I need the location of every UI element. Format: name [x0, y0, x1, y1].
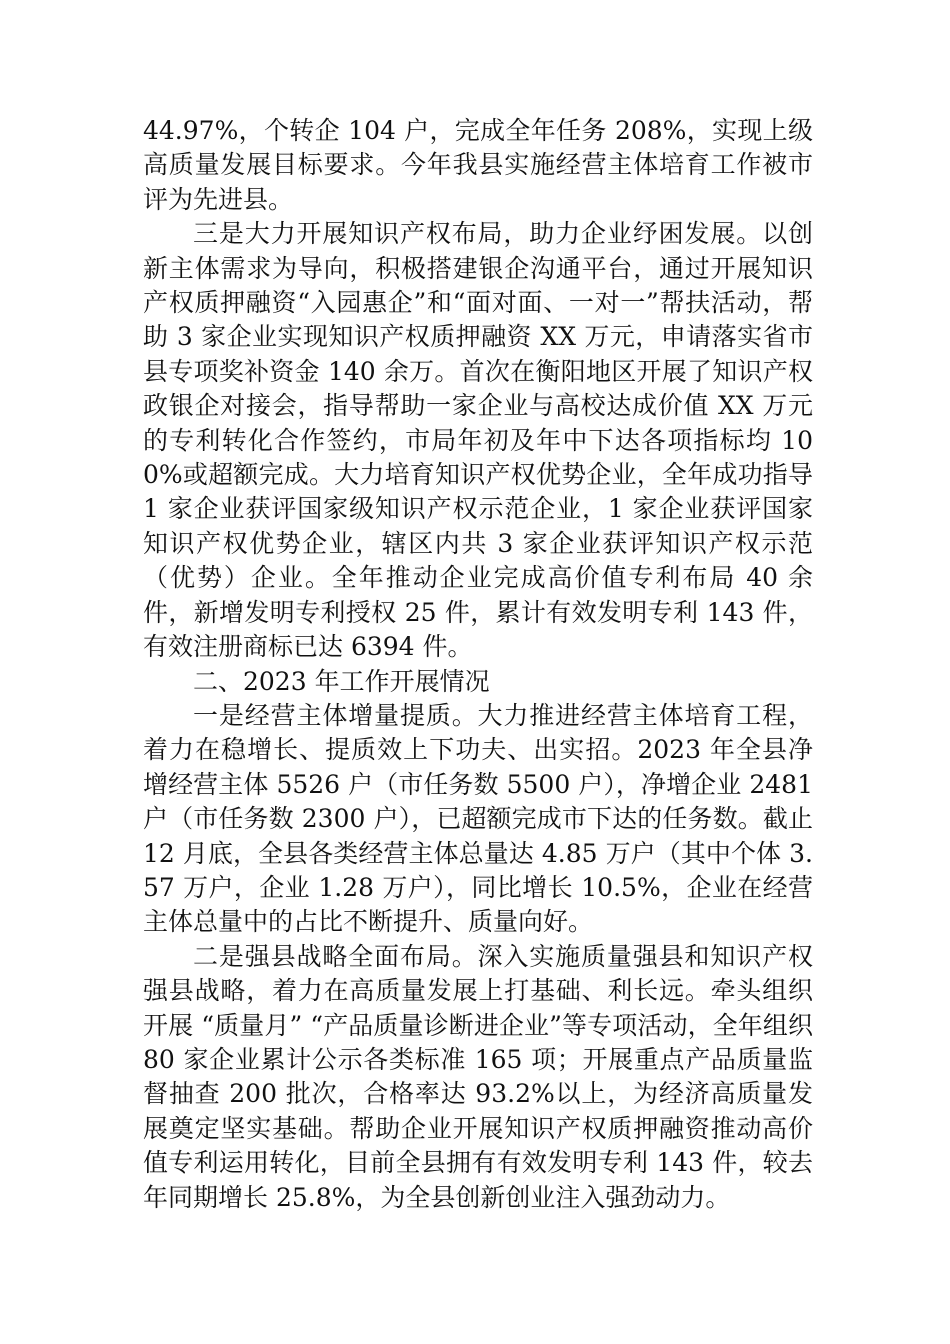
section-heading-2023: 二、2023 年工作开展情况: [193, 666, 490, 696]
paragraph-business-growth: 一是经营主体增量提质。大力推进经营主体培育工程，着力在稳增长、提质效上下功夫、出实招。2023 年全县净增经营主体 5526 户（市任务数 5500 户），净增企业 2481 户（市任务数 2300 户），已超额完成市下达的任务数。截止 12 月底，全县各类经营主体总量达 4.85 万户（其中个体 3.57 万户，企业 1.28 万户），同比增长 10.5%，企业在经营主体总量中的占比不断提升、质量向好。: [143, 700, 813, 937]
document-body: [143, 114, 813, 1215]
paragraph-continuation: 44.97%，个转企 104 户，完成全年任务 208%，实现上级高质量发展目标要求。今年我县实施经营主体培育工作被市评为先进县。: [143, 116, 813, 214]
paragraph-intellectual-property: 三是大力开展知识产权布局，助力企业纾困发展。以创新主体需求为导向，积极搭建银企沟通平台，通过开展知识产权质押融资“入园惠企”和“面对面、一对一”帮扶活动，帮助 3 家企业实现知识产权质押融资 XX 万元，申请落实省市县专项奖补资金 140 余万。首次在衡阳地区开展了知识产权政银企对接会，指导帮助一家企业与高校达成价值 XX 万元的专利转化合作签约，市局年初及年中下达各项指标均 100%或超额完成。大力培育知识产权优势企业，全年成功指导 1 家企业获评国家级知识产权示范企业，1 家企业获评国家知识产权优势企业，辖区内共 3 家企业获评知识产权示范（优势）企业。全年推动企业完成高价值专利布局 40 余件，新增发明专利授权 25 件，累计有效发明专利 143 件，有效注册商标已达 6394 件。: [143, 219, 813, 662]
paragraph-strong-county-strategy: 二是强县战略全面布局。深入实施质量强县和知识产权强县战略，着力在高质量发展上打基础、利长远。牵头组织开展 “质量月” “产品质量诊断进企业”等专项活动，全年组织 80 家企业累计公示各类标准 165 项；开展重点产品质量监督抽查 200 批次，合格率达 93.2%以上，为经济高质量发展奠定坚实基础。帮助企业开展知识产权质押融资推动高价值专利运用转化，目前全县拥有有效发明专利 143 件，较去年同期增长 25.8%，为全县创新创业注入强劲动力。: [143, 941, 813, 1212]
